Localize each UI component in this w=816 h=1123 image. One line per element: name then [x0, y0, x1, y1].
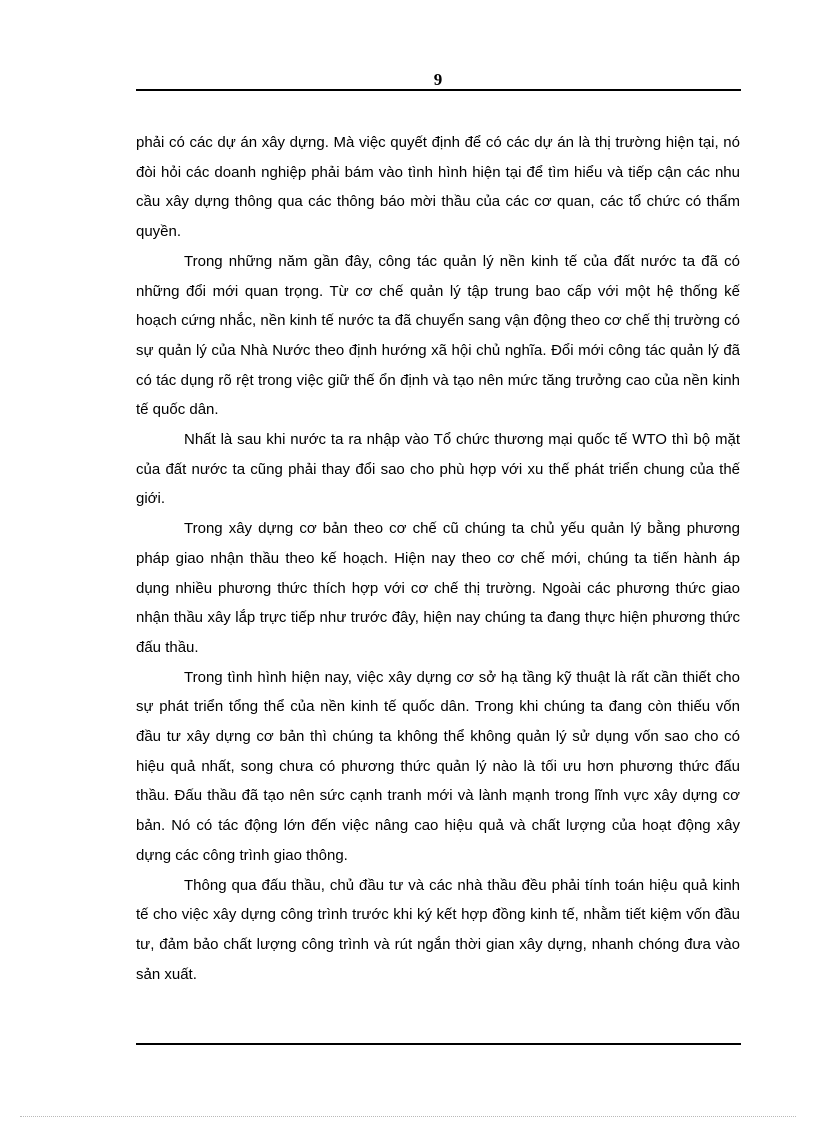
paragraph-3: Nhất là sau khi nước ta ra nhập vào Tổ chức thương mại quốc tế WTO thì bộ mặt của đất nước ta cũng phải thay đổi sao cho phù hợp với xu thế phát triển chung của thế giới.: [136, 431, 740, 508]
paragraph-2: Trong những năm gần đây, công tác quản lý nền kinh tế của đất nước ta đã có những đổi mới quan trọng. Từ cơ chế quản lý tập trung bao cấp với một hệ thống kế hoạch cứng nhắc, nền kinh tế nước ta đã chuyển sang vận động theo cơ chế thị trường có sự quản lý của Nhà Nước theo định hướng xã hội chủ nghĩa. Đổi mới công tác quản lý đã có tác dụng rõ rệt trong việc giữ thế ổn định và tạo nên mức tăng trưởng cao của nền kinh tế quốc dân.: [136, 252, 740, 419]
paragraph-6: Thông qua đấu thầu, chủ đầu tư và các nhà thầu đều phải tính toán hiệu quả kinh tế cho việc xây dựng công trình trước khi ký kết hợp đồng kinh tế, nhằm tiết kiệm vốn đầu tư, đảm bảo chất lượng công trình và rút ngắn thời gian xây dựng, nhanh chóng đưa vào sản xuất.: [136, 876, 740, 983]
header-rule: [136, 89, 741, 91]
paragraph-5: Trong tình hình hiện nay, việc xây dựng cơ sở hạ tầng kỹ thuật là rất cần thiết cho sự phát triển tổng thể của nền kinh tế quốc dân. Trong khi chúng ta đang còn thiếu vốn đầu tư xây dựng cơ bản thì chúng ta không thể không quản lý sử dụng vốn sao cho có hiệu quả nhất, song chưa có phương thức quản lý nào là tối ưu hơn phương thức đấu thầu. Đấu thầu đã tạo nên sức cạnh tranh mới và lành mạnh trong lĩnh vực xây dựng cơ bản. Nó có tác động lớn đến việc nâng cao hiệu quả và chất lượng của hoạt động xây dựng các công trình giao thông.: [136, 668, 740, 864]
paragraph-1: phải có các dự án xây dựng. Mà việc quyết định để có các dự án là thị trường hiện tại, nó đòi hỏi các doanh nghiệp phải bám vào tình hình hiện tại để tìm hiểu và tiếp cận các nhu cầu xây dựng thông qua các thông báo mời thầu của các cơ quan, các tổ chức có thẩm quyền.: [136, 134, 740, 241]
page-edge-divider: [20, 1116, 796, 1117]
document-body: [136, 128, 740, 989]
footer-rule: [136, 1043, 741, 1045]
paragraph-4: Trong xây dựng cơ bản theo cơ chế cũ chúng ta chủ yếu quản lý bằng phương pháp giao nhận thầu theo kế hoạch. Hiện nay theo cơ chế mới, chúng ta tiến hành áp dụng nhiều phương thức thích hợp với cơ chế thị trường. Ngoài các phương thức giao nhận thầu xây lắp trực tiếp như trước đây, hiện nay chúng ta đang thực hiện phương thức đấu thầu.: [136, 520, 740, 656]
page-number: 9: [433, 70, 443, 89]
